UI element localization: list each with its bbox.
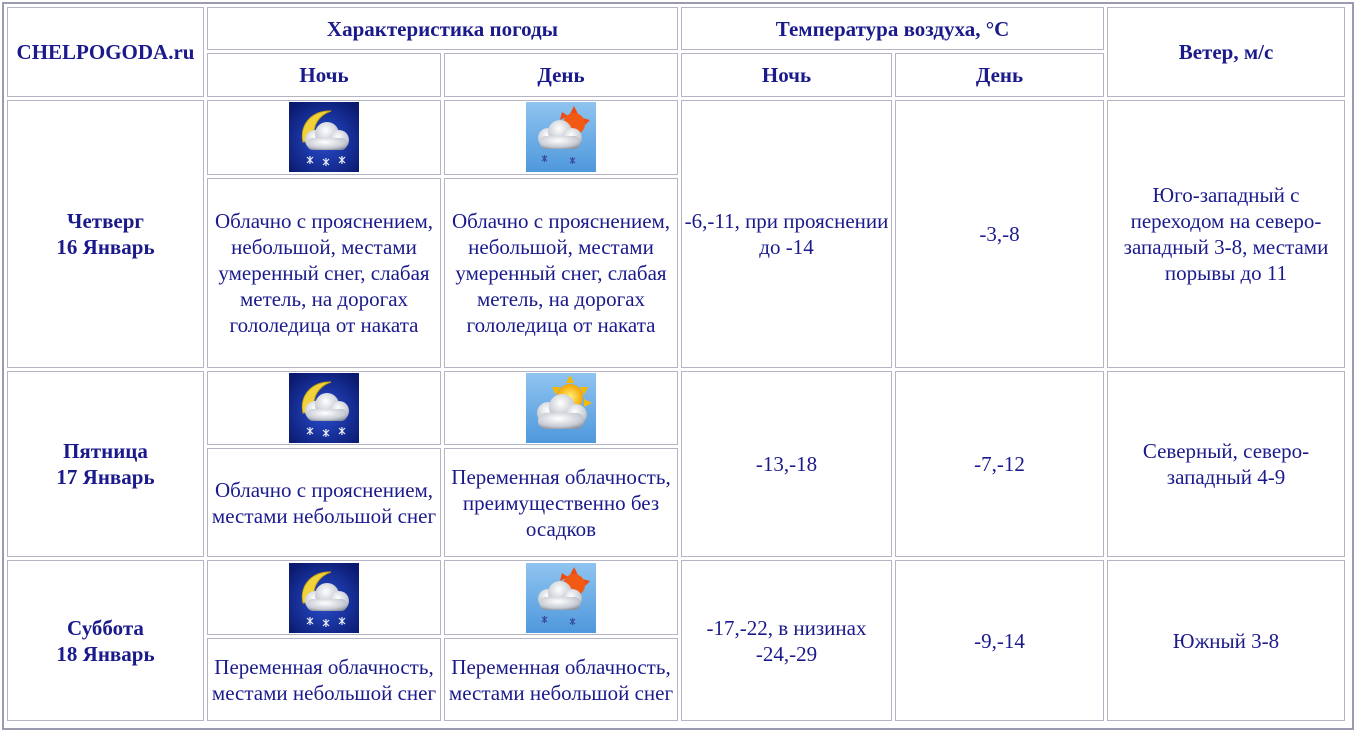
date: 16 Январь bbox=[56, 234, 155, 259]
sun-cloud-snow-icon bbox=[526, 102, 596, 172]
date: 18 Январь bbox=[56, 641, 155, 666]
weather-night-header: Ночь bbox=[207, 53, 441, 96]
site-brand: CHELPOGODA.ru bbox=[7, 7, 204, 97]
temp-night: -6,-11, при прояснении до -14 bbox=[681, 100, 892, 368]
moon-cloud-snow-icon bbox=[289, 373, 359, 443]
moon-cloud-snow-icon bbox=[289, 102, 359, 172]
air-temp-header: Температура воздуха, °C bbox=[681, 7, 1104, 50]
day-icon-cell bbox=[444, 560, 678, 635]
temp-day: -3,-8 bbox=[895, 100, 1104, 368]
night-icon-cell bbox=[207, 560, 441, 635]
temp-day-header: День bbox=[895, 53, 1104, 96]
wind-header: Ветер, м/с bbox=[1107, 7, 1345, 97]
temp-day: -7,-12 bbox=[895, 371, 1104, 558]
moon-cloud-snow-icon bbox=[289, 563, 359, 633]
wind-value: Южный 3-8 bbox=[1107, 560, 1345, 721]
day-label bbox=[7, 371, 204, 558]
weather-day-header: День bbox=[444, 53, 678, 96]
day-label bbox=[7, 100, 204, 368]
wind-value: Юго-западный с переходом на северо-западный 3-8, местами порывы до 11 bbox=[1107, 100, 1345, 368]
weather-char-header: Характеристика погоды bbox=[207, 7, 678, 50]
night-icon-cell bbox=[207, 100, 441, 175]
day-description: Облачно с прояснением, небольшой, местами умеренный снег, слабая метель, на дорогах гололедица от наката bbox=[444, 178, 678, 368]
weekday: Пятница bbox=[63, 438, 148, 463]
day-description: Переменная облачность, преимущественно без осадков bbox=[444, 448, 678, 557]
day-label bbox=[7, 560, 204, 721]
wind-value: Северный, северо-западный 4-9 bbox=[1107, 371, 1345, 558]
sun-cloud-snow-icon bbox=[526, 563, 596, 633]
temp-night: -13,-18 bbox=[681, 371, 892, 558]
temp-night-header: Ночь bbox=[681, 53, 892, 96]
day-icon-cell bbox=[444, 100, 678, 175]
night-icon-cell bbox=[207, 371, 441, 446]
sun-cloud-icon bbox=[526, 373, 596, 443]
night-description: Облачно с прояснением, местами небольшой снег bbox=[207, 448, 441, 557]
date: 17 Январь bbox=[56, 464, 155, 489]
temp-day: -9,-14 bbox=[895, 560, 1104, 721]
temp-night: -17,-22, в низинах -24,-29 bbox=[681, 560, 892, 721]
weekday: Четверг bbox=[67, 208, 144, 233]
forecast-table bbox=[4, 4, 1348, 724]
weekday: Суббота bbox=[67, 615, 144, 640]
night-description: Облачно с прояснением, небольшой, местами умеренный снег, слабая метель, на дорогах гололедица от наката bbox=[207, 178, 441, 368]
day-description: Переменная облачность, местами небольшой снег bbox=[444, 638, 678, 721]
day-icon-cell bbox=[444, 371, 678, 446]
night-description: Переменная облачность, местами небольшой снег bbox=[207, 638, 441, 721]
